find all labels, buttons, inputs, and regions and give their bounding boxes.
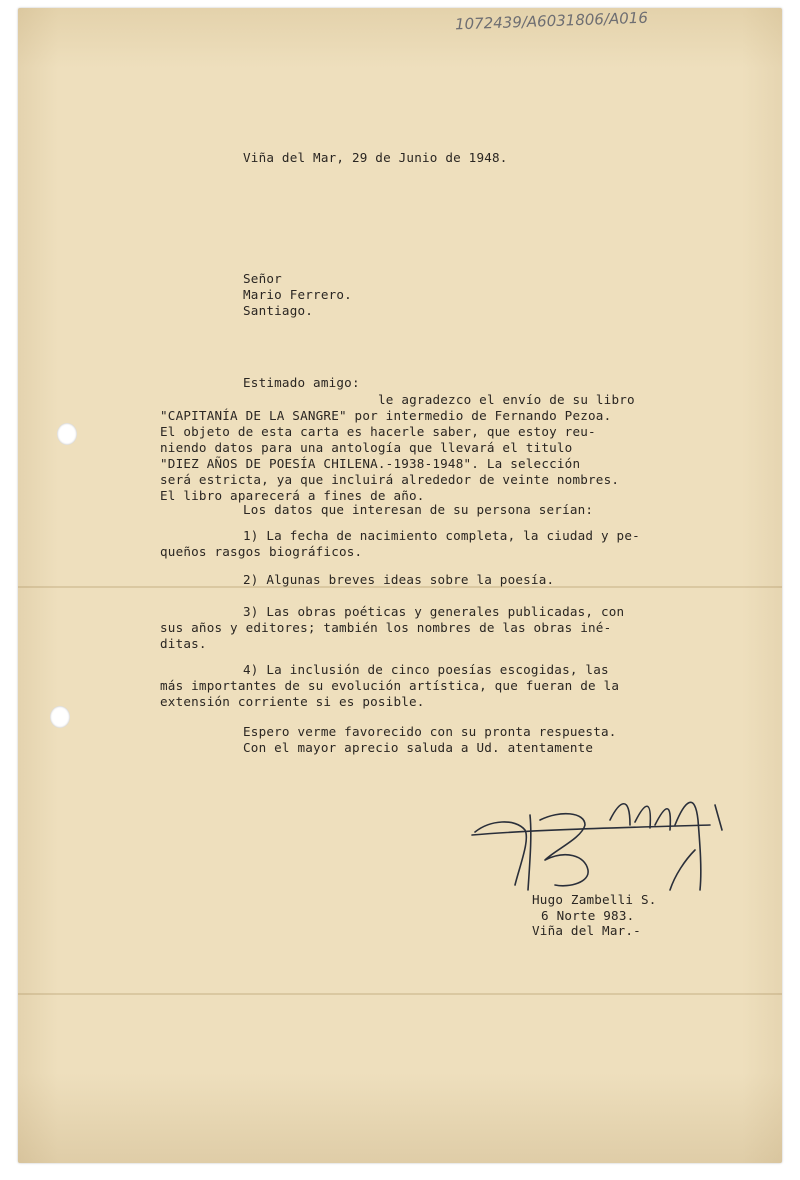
item-line: más importantes de su evolución artística, que fueran de la [160, 678, 620, 693]
punch-hole [50, 706, 70, 728]
closing-line: Con el mayor aprecio saluda a Ud. atentamente [243, 740, 594, 755]
recipient-city: Santiago. [243, 303, 314, 318]
item-line: 4) La inclusión de cinco poesías escogidas, las [243, 662, 609, 677]
body-line: "DIEZ AÑOS DE POESÍA CHILENA.-1938-1948". La selección [160, 456, 581, 471]
item-line: queños rasgos biográficos. [160, 544, 363, 559]
item-line: extensión corriente si es posible. [160, 694, 425, 709]
item-line: 2) Algunas breves ideas sobre la poesía. [243, 572, 555, 587]
closing-line: Espero verme favorecido con su pronta respuesta. [243, 724, 617, 739]
body-line: "CAPITANÍA DE LA SANGRE" por intermedio de Fernando Pezoa. [160, 408, 612, 423]
punch-hole [57, 423, 77, 445]
recipient-name: Mario Ferrero. [243, 287, 352, 302]
handwritten-signature [470, 790, 740, 900]
item-line: 1) La fecha de nacimiento completa, la ciudad y pe- [243, 528, 640, 543]
body-line: El objeto de esta carta es hacerle saber, que estoy reu- [160, 424, 596, 439]
archive-reference: 1072439/A6031806/A016 [454, 8, 649, 34]
body-line: Los datos que interesan de su persona serían: [243, 502, 594, 517]
item-line: sus años y editores; también los nombres de las obras iné- [160, 620, 612, 635]
sender-city: Viña del Mar.- [532, 923, 641, 938]
body-line: le agradezco el envío de su libro [378, 392, 635, 407]
body-line: será estricta, ya que incluirá alrededor de veinte nombres. [160, 472, 620, 487]
sender-name: Hugo Zambelli S. [532, 892, 657, 907]
recipient-title: Señor [243, 271, 282, 286]
sender-address: 6 Norte 983. [541, 908, 635, 923]
body-line: El libro aparecerá a fines de año. [160, 488, 425, 503]
item-line: ditas. [160, 636, 207, 651]
date-line: Viña del Mar, 29 de Junio de 1948. [243, 150, 508, 165]
body-line: niendo datos para una antología que llevará el titulo [160, 440, 573, 455]
fold-line [18, 993, 782, 995]
salutation: Estimado amigo: [243, 375, 360, 390]
item-line: 3) Las obras poéticas y generales publicadas, con [243, 604, 625, 619]
